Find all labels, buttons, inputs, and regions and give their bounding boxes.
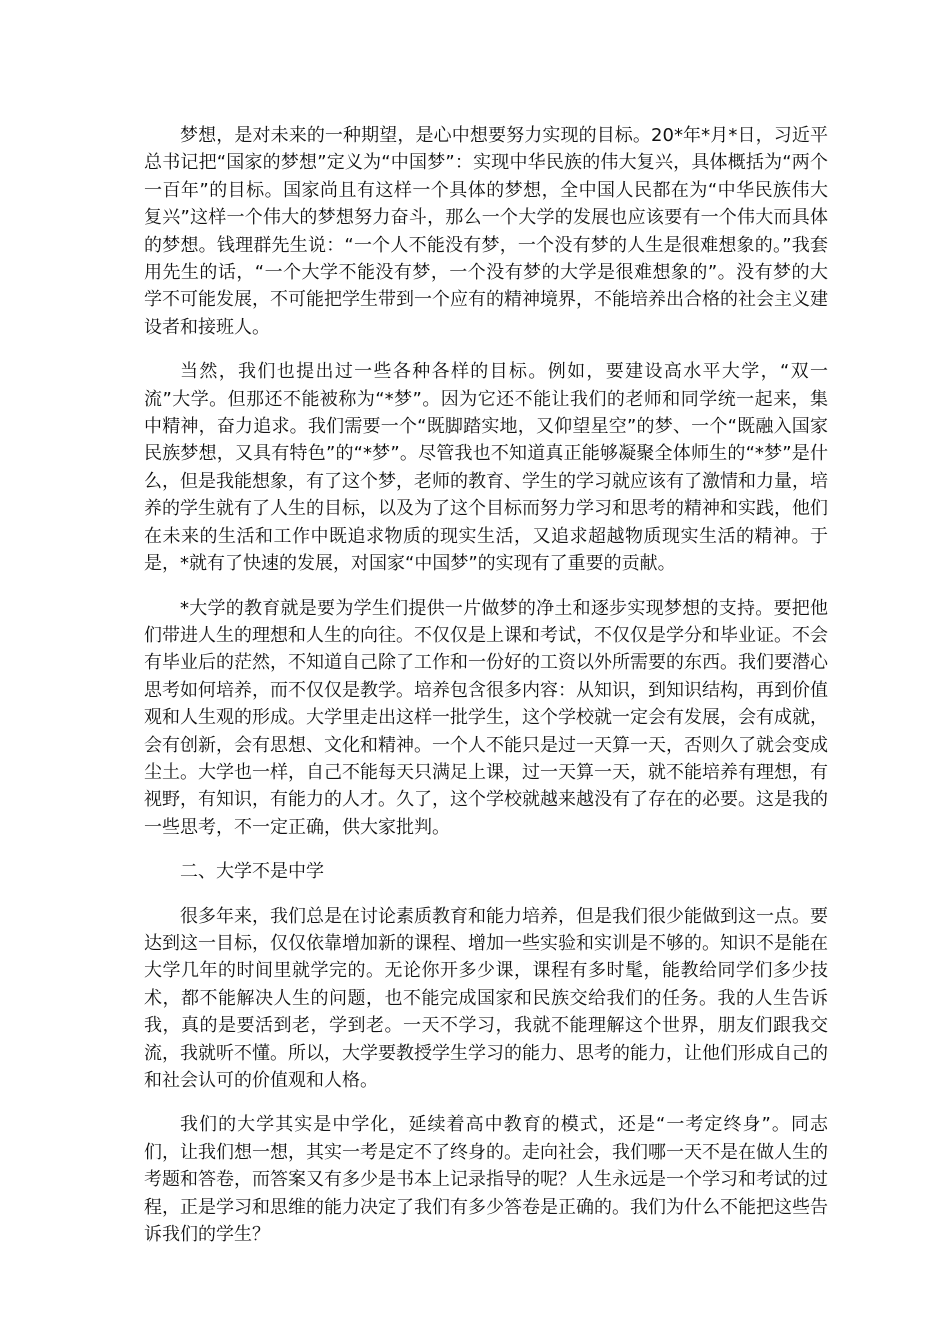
paragraph-chinese-dream: 梦想，是对未来的一种期望，是心中想要努力实现的目标。20*年*月*日，习近平总书记把“国家的梦想”定义为“中国梦”：实现中华民族的伟大复兴，具体概括为“两个一百年”的目标。国家尚且有这样一个具体的梦想，全中国人民都在为“中华民族伟大复兴”这样一个伟大的梦想努力奋斗，那么一个大学的发展也应该要有一个伟大而具体的梦想。钱理群先生说：“一个人不能没有梦，一个没有梦的人生是很难想象的。”我套用先生的话，“一个大学不能没有梦，一个没有梦的大学是很难想象的”。没有梦的大学不可能发展，不可能把学生带到一个应有的精神境界，不能培养出合格的社会主义建设者和接班人。: [144, 125, 828, 338]
paragraph-quality-education: 很多年来，我们总是在讨论素质教育和能力培养，但是我们很少能做到这一点。要达到这一目标，仅仅依靠增加新的课程、增加一些实验和实训是不够的。知识不是能在大学几年的时间里就学完的。无论你开多少课，课程有多时髦，能教给同学们多少技术，都不能解决人生的问题，也不能完成国家和民族交给我们的任务。我的人生告诉我，真的是要活到老，学到老。一天不学习，我就不能理解这个世界，朋友们跟我交流，我就听不懂。所以，大学要教授学生学习的能力、思考的能力，让他们形成自己的和社会认可的价值观和人格。: [144, 905, 828, 1091]
paragraph-education-dream: *大学的教育就是要为学生们提供一片做梦的净土和逐步实现梦想的支持。要把他们带进人生的理想和人生的向往。不仅仅是上课和考试，不仅仅是学分和毕业证。不会有毕业后的茫然，不知道自己除了工作和一份好的工资以外所需要的东西。我们要潜心思考如何培养，而不仅仅是教学。培养包含很多内容：从知识，到知识结构，再到价值观和人生观的形成。大学里走出这样一批学生，这个学校就一定会有发展，会有成就，会有创新，会有思想、文化和精神。一个人不能只是过一天算一天，否则久了就会变成尘土。大学也一样，自己不能每天只满足上课，过一天算一天，就不能培养有理想，有视野，有知识，有能力的人才。久了，这个学校就越来越没有了存在的必要。这是我的一些思考，不一定正确，供大家批判。: [144, 597, 828, 838]
section-heading: 二、大学不是中学: [180, 861, 324, 883]
paragraph-high-school-mode: 我们的大学其实是中学化，延续着高中教育的模式，还是“一考定终身”。同志们，让我们想一想，其实一考是定不了终身的。走向社会，我们哪一天不是在做人生的考题和答卷，而答案又有多少是书本上记录指导的呢？人生永远是一个学习和考试的过程，正是学习和思维的能力决定了我们有多少答卷是正确的。我们为什么不能把这些告诉我们的学生？: [144, 1114, 828, 1246]
paragraph-goals: 当然，我们也提出过一些各种各样的目标。例如，要建设高水平大学，“双一流”大学。但那还不能被称为“*梦”。因为它还不能让我们的老师和同学统一起来，集中精神，奋力追求。我们需要一个“既脚踏实地，又仰望星空”的梦、一个“既融入国家民族梦想，又具有特色”的“*梦”。尽管我也不知道真正能够凝聚全体师生的“*梦”是什么，但是我能想象，有了这个梦，老师的教育、学生的学习就应该有了激情和力量，培养的学生就有了人生的目标，以及为了这个目标而努力学习和思考的精神和实践，他们在未来的生活和工作中既追求物质的现实生活，又追求超越物质现实生活的精神。于是，*就有了快速的发展，对国家“中国梦”的实现有了重要的贡献。: [144, 361, 828, 575]
document-page: [144, 122, 828, 1265]
